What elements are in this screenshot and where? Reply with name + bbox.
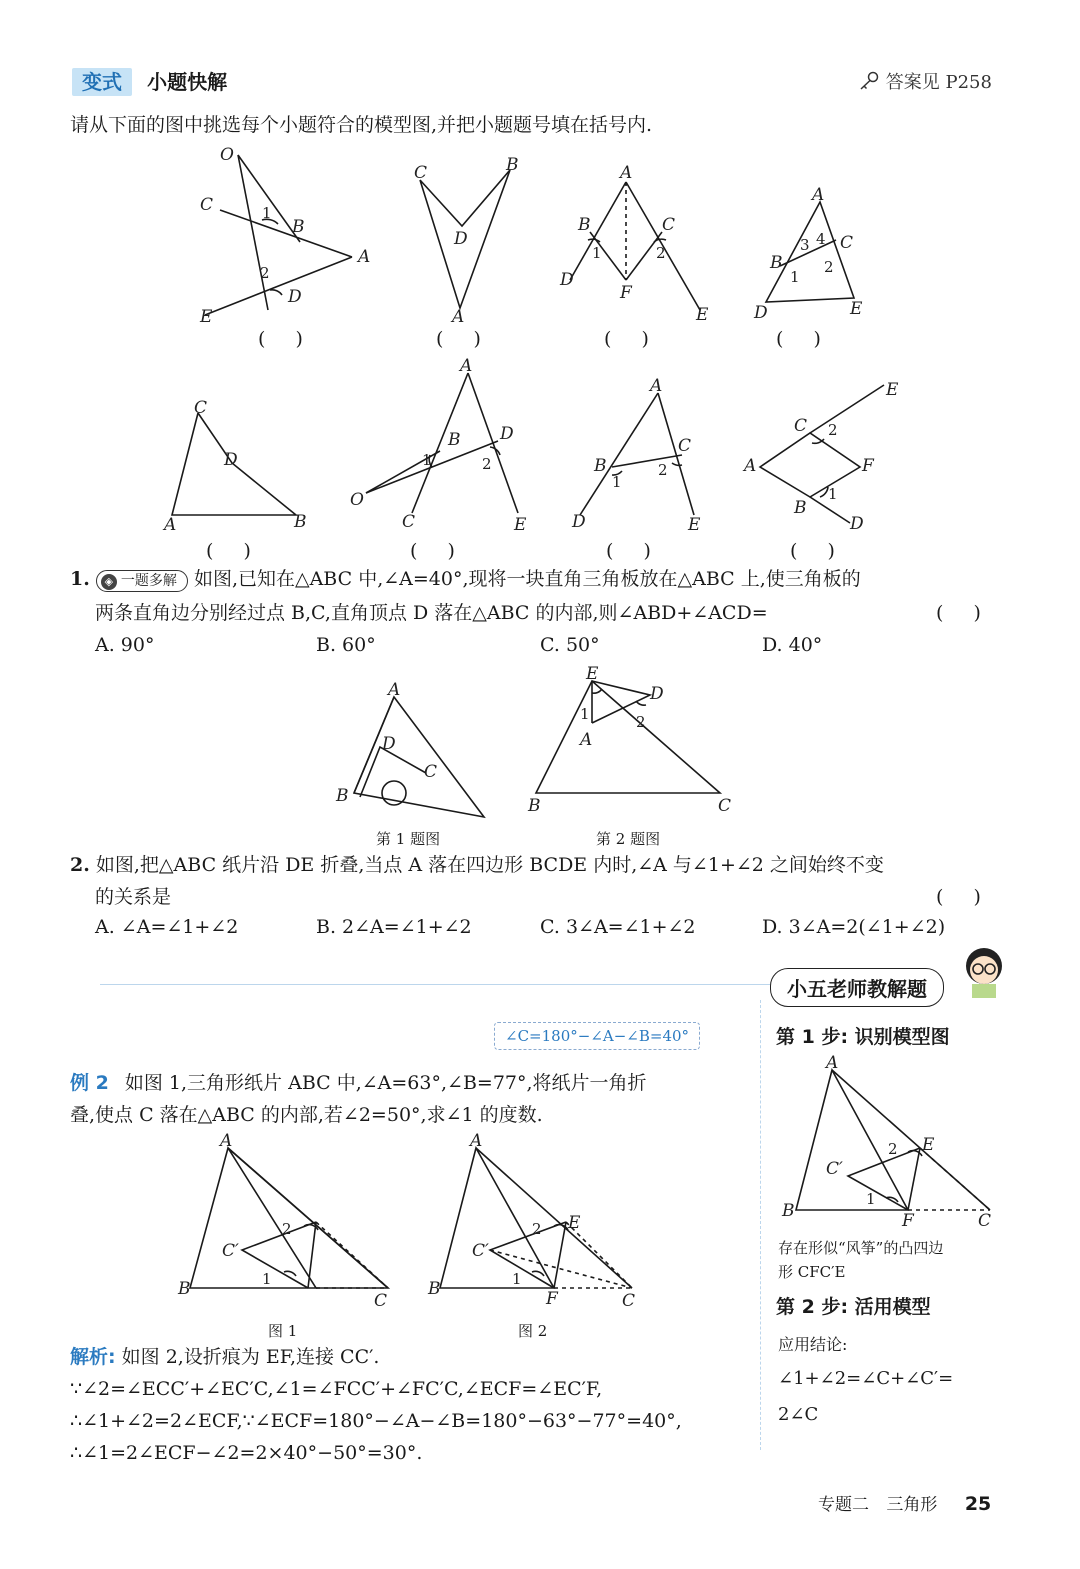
svg-text:1: 1 <box>866 1190 876 1208</box>
svg-text:B: B <box>782 1201 795 1221</box>
svg-text:C′: C′ <box>222 1241 239 1261</box>
svg-text:C: C <box>200 195 214 215</box>
svg-text:C: C <box>374 1291 388 1311</box>
question-2-figure <box>527 665 731 816</box>
question-1 <box>70 562 861 596</box>
question-2-caption: 第 2 题图 <box>596 830 661 848</box>
question-figures <box>320 665 740 825</box>
svg-text:2: 2 <box>482 455 492 473</box>
question-text: 如图,已知在△ABC 中,∠A=40°,现将一块直角三角板放在△ABC 上,使三角板的 <box>193 568 861 590</box>
analysis-line-1 <box>70 1340 379 1374</box>
model-figures-row2 <box>150 355 1060 545</box>
svg-text:B: B <box>594 456 607 476</box>
svg-text:A: A <box>460 356 473 376</box>
footer-topic: 三角形 <box>886 1495 938 1515</box>
svg-text:A: A <box>650 376 663 396</box>
answer-reference: 答案见 P258 <box>858 68 992 94</box>
svg-text:F: F <box>620 283 632 303</box>
svg-text:E: E <box>850 299 863 319</box>
svg-text:C: C <box>414 163 428 183</box>
instruction-text: 请从下面的图中挑选每个小题符合的模型图,并把小题题号填在括号内. <box>70 114 653 136</box>
svg-text:F: F <box>546 1289 558 1309</box>
svg-text:B: B <box>794 498 807 518</box>
svg-text:2: 2 <box>658 461 668 479</box>
svg-text:A: A <box>580 730 593 750</box>
section-header <box>72 66 227 95</box>
svg-text:A: A <box>452 307 465 327</box>
svg-text:D: D <box>572 512 586 532</box>
svg-text:O: O <box>220 145 234 165</box>
sidebar-figure <box>778 1052 1018 1232</box>
svg-text:1: 1 <box>512 1270 522 1288</box>
svg-text:C′: C′ <box>472 1241 489 1261</box>
answer-blank-2[interactable]: ( ) <box>436 328 493 350</box>
q1-option-b[interactable]: B. 60° <box>316 634 376 656</box>
svg-text:A: A <box>164 515 177 535</box>
example-figures <box>170 1130 650 1320</box>
section-title: 小题快解 <box>147 70 228 94</box>
analysis-label: 解析: <box>70 1346 116 1368</box>
key-icon <box>858 72 886 93</box>
svg-text:C: C <box>194 398 208 418</box>
question-number: 1. <box>70 568 90 590</box>
question-1-caption: 第 1 题图 <box>376 830 441 848</box>
analysis-text: 如图 2,设折痕为 EF,连接 CC′. <box>121 1346 380 1368</box>
svg-text:C: C <box>424 762 438 782</box>
svg-text:A: A <box>358 247 371 267</box>
svg-text:E: E <box>586 665 599 684</box>
svg-text:E: E <box>922 1135 935 1155</box>
svg-text:B: B <box>294 512 307 532</box>
teacher-title: 小五老师教解题 <box>770 968 944 1007</box>
svg-text:2: 2 <box>656 244 666 262</box>
model-figure-6 <box>350 356 527 535</box>
svg-text:C: C <box>978 1211 992 1231</box>
question-2-line2: 的关系是 <box>95 886 172 908</box>
answer-blank-4[interactable]: ( ) <box>776 328 833 350</box>
svg-text:A: A <box>826 1053 839 1073</box>
svg-text:4: 4 <box>816 230 826 248</box>
example-figure-1 <box>177 1131 388 1311</box>
q2-option-d[interactable]: D. 3∠A=2(∠1+∠2) <box>762 916 946 938</box>
question-1-figure <box>335 680 484 817</box>
svg-text:D: D <box>560 270 574 290</box>
solution-line-2: ∴∠1+∠2=2∠ECF,∵∠ECF=180°−∠A−∠B=180°−63°−77°=40°, <box>70 1410 682 1432</box>
svg-text:1: 1 <box>790 268 800 286</box>
example-text: 如图 1,三角形纸片 ABC 中,∠A=63°,∠B=77°,将纸片一角折 <box>124 1072 647 1094</box>
q2-option-a[interactable]: A. ∠A=∠1+∠2 <box>95 916 239 938</box>
model-figure-1 <box>199 145 370 327</box>
svg-text:2: 2 <box>888 1140 898 1158</box>
example-figure-2-caption: 图 2 <box>518 1322 548 1340</box>
svg-text:B: B <box>292 217 305 237</box>
question-1-line2: 两条直角边分别经过点 B,C,直角顶点 D 落在△ABC 的内部,则∠ABD+∠ACD= <box>95 602 768 624</box>
model-figure-7 <box>571 376 701 535</box>
variant-tag: 变式 <box>72 68 132 96</box>
svg-text:E: E <box>696 305 709 325</box>
svg-text:D: D <box>288 287 302 307</box>
svg-text:D: D <box>454 229 468 249</box>
sidebar-divider <box>760 1000 761 1450</box>
svg-text:1: 1 <box>612 473 622 491</box>
model-figure-2 <box>414 155 519 327</box>
svg-text:D: D <box>500 424 514 444</box>
teacher-avatar-icon <box>960 944 1010 1000</box>
svg-text:D: D <box>754 303 768 323</box>
svg-text:E: E <box>514 515 527 535</box>
answer-blank-6[interactable]: ( ) <box>410 540 467 562</box>
section-divider <box>100 984 770 985</box>
svg-text:F: F <box>902 1211 914 1231</box>
conclusion-line-2: 2∠C <box>778 1404 819 1425</box>
svg-text:2: 2 <box>824 258 834 276</box>
svg-text:E: E <box>688 515 701 535</box>
svg-text:B: B <box>578 215 591 235</box>
model-figures-row1 <box>180 140 1060 360</box>
example-2 <box>70 1066 647 1100</box>
svg-text:B: B <box>428 1279 441 1299</box>
svg-text:A: A <box>388 680 401 700</box>
svg-text:2: 2 <box>532 1220 542 1238</box>
page-number: 25 <box>964 1493 992 1515</box>
q1-option-d[interactable]: D. 40° <box>762 634 823 656</box>
svg-text:1: 1 <box>422 451 432 469</box>
answer-blank-1[interactable]: ( ) <box>258 328 315 350</box>
answer-blank-3[interactable]: ( ) <box>604 328 661 350</box>
svg-text:D: D <box>224 450 238 470</box>
svg-text:2: 2 <box>636 713 646 731</box>
apply-label: 应用结论: <box>778 1335 848 1354</box>
model-figure-5 <box>162 398 307 535</box>
svg-text:1: 1 <box>592 244 602 262</box>
svg-text:2: 2 <box>828 421 838 439</box>
svg-text:E: E <box>886 380 899 400</box>
footer <box>818 1490 991 1515</box>
svg-text:2: 2 <box>282 1220 292 1238</box>
svg-text:B: B <box>448 430 461 450</box>
question-text: 如图,把△ABC 纸片沿 DE 折叠,当点 A 落在四边形 BCDE 内时,∠A 与∠1+∠2 之间始终不变 <box>95 854 884 876</box>
svg-text:D: D <box>382 734 396 754</box>
hint-box: ∠C=180°−∠A−∠B=40° <box>494 1022 700 1050</box>
cube-icon: ◈ <box>101 574 117 590</box>
svg-text:C: C <box>402 512 416 532</box>
svg-text:3: 3 <box>800 236 810 254</box>
svg-text:D: D <box>850 514 864 534</box>
svg-text:D: D <box>650 684 664 704</box>
answer-blank-7[interactable]: ( ) <box>606 540 663 562</box>
svg-text:A: A <box>470 1131 483 1151</box>
answer-blank-8[interactable]: ( ) <box>790 540 847 562</box>
question-2 <box>70 848 884 882</box>
conclusion-line-1: ∠1+∠2=∠C+∠C′= <box>778 1368 954 1389</box>
svg-text:O: O <box>350 490 364 510</box>
answer-blank-q2[interactable]: ( ) <box>936 886 993 908</box>
answer-blank-q1[interactable]: ( ) <box>936 602 993 624</box>
svg-text:1: 1 <box>262 204 272 222</box>
svg-text:B: B <box>506 155 519 175</box>
svg-text:C: C <box>622 1291 636 1311</box>
svg-text:B: B <box>770 253 783 273</box>
solution-line-3: ∴∠1=2∠ECF−∠2=2×40°−50°=30°. <box>70 1442 423 1464</box>
question-number: 2. <box>70 854 90 876</box>
step-2-title: 第 2 步: 活用模型 <box>776 1296 931 1318</box>
svg-text:B: B <box>178 1279 191 1299</box>
svg-text:C: C <box>718 796 732 816</box>
example-figure-2 <box>427 1131 635 1311</box>
example-label: 例 2 <box>70 1072 109 1094</box>
svg-text:A: A <box>220 1131 233 1151</box>
example-figure-1-caption: 图 1 <box>268 1322 298 1340</box>
svg-text:C′: C′ <box>826 1159 843 1179</box>
q2-option-c[interactable]: C. 3∠A=∠1+∠2 <box>540 916 696 938</box>
svg-text:C: C <box>840 233 854 253</box>
svg-text:F: F <box>862 456 874 476</box>
svg-text:C: C <box>662 215 676 235</box>
q1-option-a[interactable]: A. 90° <box>95 634 155 656</box>
step-1-title: 第 1 步: 识别模型图 <box>776 1026 950 1048</box>
svg-text:B: B <box>336 786 349 806</box>
model-figure-4 <box>753 185 863 323</box>
q1-option-c[interactable]: C. 50° <box>540 634 600 656</box>
sidebar-note: 存在形似“风筝”的凸四边 形 CFC′E <box>778 1239 944 1281</box>
svg-text:B: B <box>528 796 541 816</box>
model-figure-8 <box>742 380 899 534</box>
solution-line-1: ∵∠2=∠ECC′+∠EC′C,∠1=∠FCC′+∠FC′C,∠ECF=∠EC′F, <box>70 1378 603 1400</box>
svg-text:A: A <box>744 456 757 476</box>
svg-text:E: E <box>200 307 213 327</box>
footer-chapter: 专题二 <box>818 1495 869 1515</box>
answer-blank-5[interactable]: ( ) <box>206 540 263 562</box>
svg-text:1: 1 <box>262 1270 272 1288</box>
example-2-line2: 叠,使点 C 落在△ABC 的内部,若∠2=50°,求∠1 的度数. <box>70 1104 543 1126</box>
svg-text:A: A <box>620 163 633 183</box>
svg-text:C: C <box>678 436 692 456</box>
svg-text:1: 1 <box>828 485 838 503</box>
svg-text:2: 2 <box>260 264 270 282</box>
q2-option-b[interactable]: B. 2∠A=∠1+∠2 <box>316 916 472 938</box>
multi-solution-badge: ◈ 一题多解 <box>96 570 188 592</box>
svg-text:C: C <box>794 416 808 436</box>
svg-text:E: E <box>568 1213 581 1233</box>
svg-text:A: A <box>812 185 825 205</box>
model-figure-3 <box>559 163 709 325</box>
svg-text:1: 1 <box>580 705 590 723</box>
